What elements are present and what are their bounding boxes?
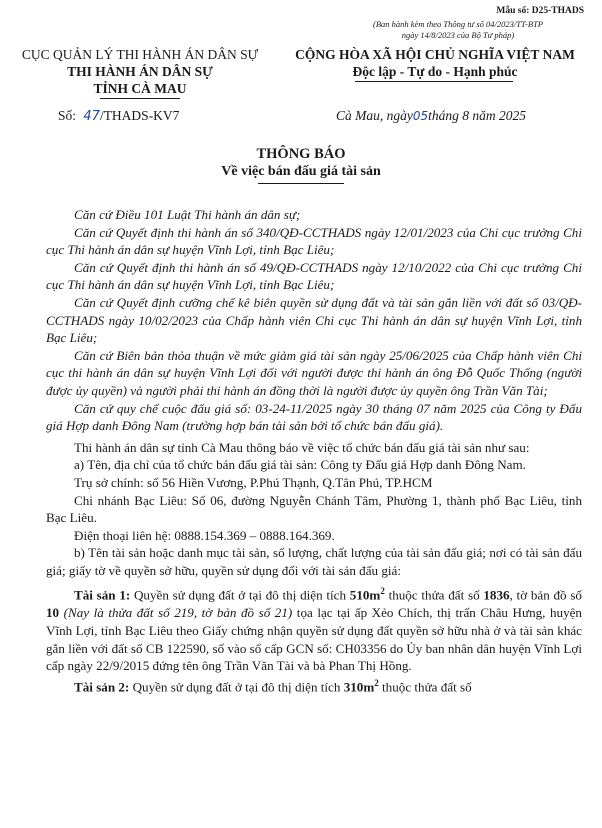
asset-1-label: Tài sản 1: [74, 587, 131, 603]
asset-2-label: Tài sản 2: [74, 679, 130, 695]
doc-number [58, 108, 179, 124]
auction-org-head-office: Trụ sở chính: số 56 Hiền Vương, P.Phú Thạnh, Q.Tân Phú, TP.HCM [74, 474, 433, 490]
auction-org-phone: Điện thoại liên hệ: 0888.154.369 – 0888.164.369. [74, 527, 335, 543]
form-note-line2: ngày 14/8/2023 của Bộ Tư pháp) [401, 30, 515, 40]
doc-number-handwritten: 47 [83, 109, 100, 124]
doc-number-suffix: /THADS-KV7 [99, 108, 180, 123]
date-suffix: tháng 8 năm 2025 [428, 108, 527, 123]
asset-list-intro: b) Tên tài sản hoặc danh mục tài sản, số lượng, chất lượng của tài sản đấu giá; nơi có tài sản đấu giá; giấy tờ về quyền sở hữu, quyền sử dụng đối với tài sản đấu giá: [46, 545, 582, 578]
document-subtitle: Về việc bán đấu giá tài sản [221, 164, 381, 179]
basis-paragraph-6: Căn cứ quy chế cuộc đấu giá số: 03-24-11/2025 ngày 30 tháng 07 năm 2025 của Công ty Đấu giá Hợp danh Đông Nam (trường hợp bán tài sản bởi tổ chức bán đấu giá). [46, 400, 582, 434]
date-day-handwritten: 05 [412, 109, 429, 123]
basis-paragraph-1: Căn cứ Điều 101 Luật Thi hành án dân sự; [74, 207, 301, 222]
form-note-line1: (Ban hành kèm theo Thông tư số 04/2023/TT-BTP [373, 19, 543, 29]
doc-number-prefix: Số: [58, 108, 77, 123]
nation-line2: Độc lập - Tự do - Hạnh phúc [352, 64, 518, 79]
basis-paragraph-5: Căn cứ Biên bản thỏa thuận về mức giảm giá tài sản ngày 25/06/2025 của Chấp hành viên Chi cục thi hành án dân sự huyện Vĩnh Lợi đối với người được thi hành án ông Đỗ Quốc Thống (người được ủy quyền) và người phải thi hành án đồng thời là người được ủy quyền ông Trần Văn Tài; [46, 347, 582, 398]
title-underline [258, 183, 344, 184]
place-date [336, 108, 526, 124]
basis-paragraph-3: Căn cứ Quyết định thi hành án số 49/QĐ-CCTHADS ngày 12/10/2022 của Chi cục trưởng Chi cục Thi hành án dân sự huyện Vĩnh Lợi, tỉnh Bạc Liêu; [46, 259, 582, 293]
basis-paragraph-2: Căn cứ Quyết định thi hành án số 340/QĐ-CCTHADS ngày 12/01/2023 của Chi cục trưởng Chi cục Thi hành án dân sự huyện Vĩnh Lợi, tỉnh Bạc Liêu; [46, 224, 582, 258]
asset-2-paragraph: Tài sản 2: Quyền sử dụng đất ở tại đô thị diện tích $310m^2$ thuộc thửa đất số [74, 677, 472, 695]
document-body [46, 206, 582, 696]
nation-underline [355, 81, 513, 82]
agency-line3: TỈNH CÀ MAU [93, 81, 187, 96]
auction-org-branch: Chi nhánh Bạc Liêu: Số 06, đường Nguyễn Chánh Tâm, Phường 1, thành phố Bạc Liêu, tỉnh Bạc Liêu. [46, 492, 582, 526]
asset-1-area: 510m [349, 587, 381, 603]
asset-2-area: 310m [343, 679, 375, 695]
auction-org-name: a) Tên, địa chỉ của tổ chức bán đấu giá tài sản: Công ty Đấu giá Hợp danh Đông Nam. [74, 457, 526, 473]
asset-1-paragraph: Tài sản 1: Quyền sử dụng đất ở tại đô thị diện tích $510m^2$ thuộc thửa đất số 1836, tờ bản đồ số 10 (Nay là thửa đất số 219, tờ bản đồ số 21) tọa lạc tại ấp Xẻo Chích, thị trấn Châu Hưng, huyện Vĩnh Lợi, tỉnh Bạc Liêu theo Giấy chứng nhận quyền sử dụng đất quyền sở hữu nhà ở và tài sản khác gắn liền với đất số CB 122590, số vào sổ cấp GCN số: CH03356 do Ủy ban nhân dân huyện Vĩnh Lợi cấp ngày 22/9/2015 đứng tên ông Trần Văn Tài và bà Phan Thị Hồng. [46, 586, 582, 674]
asset-1-note: (Nay là thửa đất số 219, tờ bản đồ số 21) [63, 605, 293, 621]
agency-underline [100, 98, 180, 99]
announcement-intro: Thi hành án dân sự tỉnh Cà Mau thông báo về việc tổ chức bán đấu giá tài sản như sau: [74, 439, 530, 455]
asset-1-map: 10 [46, 605, 60, 621]
basis-paragraph-4: Căn cứ Quyết định cưỡng chế kê biên quyền sử dụng đất và tài sản gắn liền với đất số 03/QĐ-CCTHADS ngày 10/02/2023 của Chấp hành viên Chi cục Thi hành án dân sự huyện Vĩnh Lợi, tỉnh Bạc Liêu; [46, 294, 582, 346]
asset-1-parcel: 1836 [483, 587, 510, 603]
form-code: Mẫu số: D25-THADS [496, 6, 584, 16]
document-title: THÔNG BÁO [256, 146, 346, 162]
agency-line1: CỤC QUẢN LÝ THI HÀNH ÁN DÂN SỰ [21, 47, 259, 62]
nation-line1: CỘNG HÒA XÃ HỘI CHỦ NGHĨA VIỆT NAM [295, 47, 575, 62]
agency-line2: THI HÀNH ÁN DÂN SỰ [67, 64, 213, 79]
date-prefix: Cà Mau, ngày [336, 108, 413, 123]
